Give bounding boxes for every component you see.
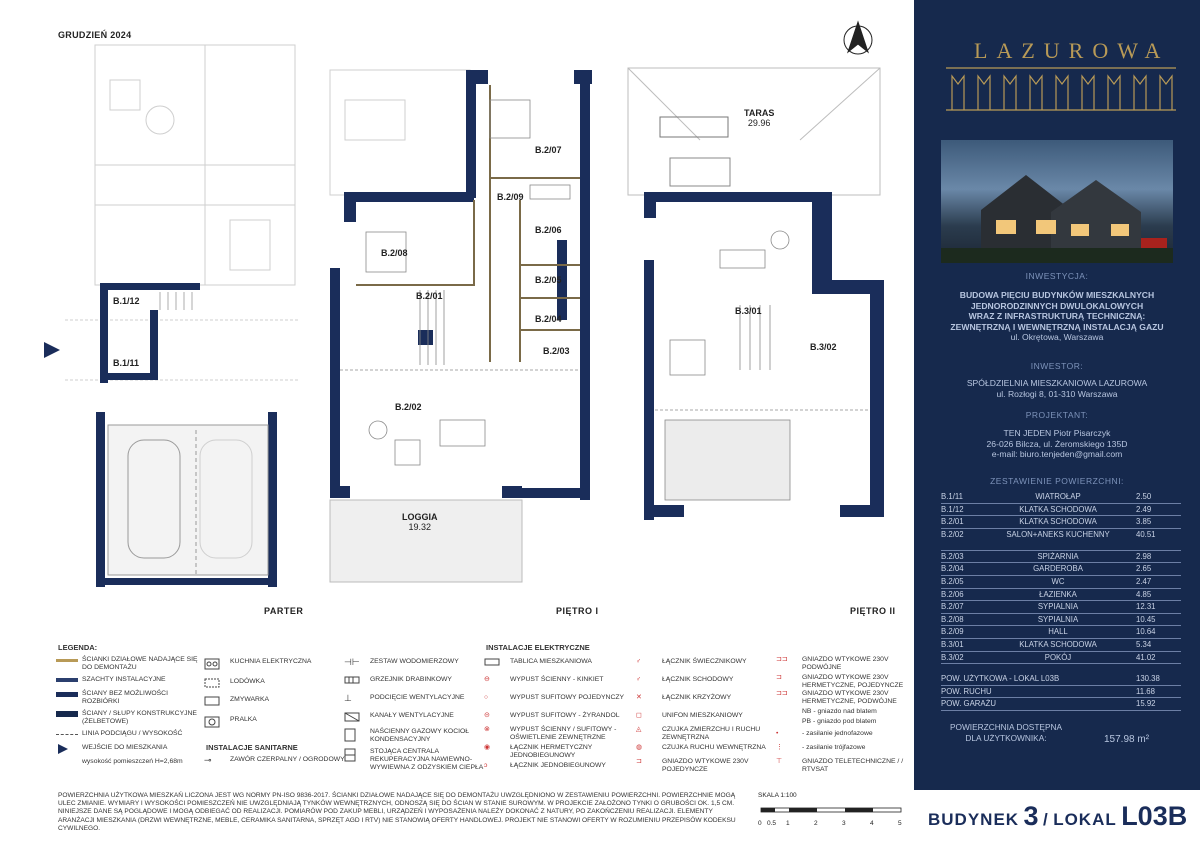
legend: LEGENDA: INSTALACJE ELEKTRYCZNE INSTALACJE SANITARNE ŚCIANKI DZIAŁOWE NADAJĄCE SIĘ DO DEMONTAŻU SZACHTY INSTALACYJNE ŚCIANY BEZ MOŻLIWOŚCI ROZBIÓRKI ŚCIANY / SŁUPY KONSTRUKCYJNE (ŻELBETOWE) LINIA PODCIĄGU / WYSOKOŚĆ WEJŚCIE DO MIESZKANIA wysokość pomieszczeń H=2,68m KUCHNIA ELEKTRYCZNA LODÓWKA ZMYWARKA PRALKA ⊸ ZAWÓR CZERPALNY / OGRODOWY ⊣⊢ ZESTAW WODOMIERZOWY GRZEJNIK DRABINKOWY ⊥ PODCIĘCIE WENTYLACYJNE KANAŁY WENTYLACYJNE NAŚCIENNY GAZOWY KOCIOŁ KONDENSACYJNY STOJĄCA CENTRALA REKUPERACYJNA NAWIEWNO-WYWIEWNA Z ODZYSKIEM CIEPŁA TABLICA MIESZKANIOWA ⊖ WYPUST ŚCIENNY - KINKIET ○ WYPUST SUFITOWY POJEDYNCZY ⊝ WYPUST SUFITOWY - ŻYRANDOL ⊗ WYPUST ŚCIENNY / SUFITOWY - OŚWIETLENIE ZEWNĘTRZNE ◉ ŁĄCZNIK HERMETYCZNY JEDNOBIEGUNOWY ↄ ŁĄCZNIK JEDNOBIEGUNOWY ♂ ŁĄCZNIK ŚWIECZNIKOWY ♂ ŁĄCZNIK SCHODOWY ✕ ŁĄCZNIK KRZYŻOWY ◻ UNIFON MIESZKANIOWY ◬ CZUJKA ZMIERZCHU I RUCHU ZEWNĘTRZNA ◍ CZUJKA RUCHU WEWNĘTRZNA ⊐ GNIAZDO WTYKOWE 230V POJEDYNCZE ⊐⊐ GNIAZDO WTYKOWE 230V PODWÓJNE ⊐ GNIAZDO WTYKOWE 230V HERMETYCZNE, POJEDYNCZE ⊐⊐ GNIAZDO WTYKOWE 230V HERMETYCZNE, PODWÓJNE NB - gniazdo nad blatem PB - gniazdo pod blatem • - zasilanie jednofazowe ⋮ - zasilanie trójfazowe ⊤ GNIAZDO TELETECHNICZNE / / RTVSAT — [58, 643, 904, 773]
dishwasher-icon — [204, 696, 226, 704]
stair-switch-icon: ♂ — [636, 676, 642, 683]
projektant-text: TEN JEDEN Piotr Pisarczyk 26-026 Bilcza, ul. Żeromskiego 135D e-mail: biuro.tenjeden@gmail.com — [986, 428, 1128, 459]
pietro2-roof — [628, 68, 880, 195]
inwestor-heading: INWESTOR: — [1030, 361, 1084, 371]
room-label-b302: B.3/02 — [810, 342, 837, 352]
valve-icon: ⊸ — [204, 755, 212, 765]
pietro2-furniture — [655, 231, 870, 500]
floor-label-parter: PARTER — [264, 606, 304, 616]
scale-tick-0: 0 — [758, 820, 762, 827]
scale-tick-05: 0.5 — [767, 820, 777, 827]
stove-icon — [204, 658, 226, 666]
single-phase-icon: • — [776, 730, 779, 737]
scale-tick-2: 2 — [814, 820, 818, 827]
legend-san-title: INSTALACJE SANITARNE — [206, 743, 298, 752]
table-row: B.2/04 GARDEROBA 2.65 — [941, 563, 1181, 576]
hermetic-switch-icon: ◉ — [484, 744, 490, 751]
scale-label: SKALA 1:100 — [758, 792, 797, 799]
entrance-icon — [56, 744, 78, 752]
boiler-icon — [344, 728, 366, 736]
table-row: B.1/11 WIATROŁAP 2.50 — [941, 491, 1181, 504]
vent-duct-icon — [344, 712, 366, 720]
available-area — [941, 722, 1181, 744]
cross-switch-icon: ✕ — [636, 694, 642, 701]
pietro1-ghost — [330, 70, 470, 195]
fridge-icon — [204, 678, 226, 686]
area-summary — [941, 673, 1181, 711]
table-row: B.2/07 SYPIALNIA 12.31 — [941, 601, 1181, 614]
summary-row: POW. GARAŻU 15.92 — [941, 698, 1181, 711]
scale-tick-3: 3 — [842, 820, 846, 827]
water-meter-icon: ⊣⊢ — [344, 657, 360, 667]
radiator-icon — [344, 676, 366, 684]
table-row: B.2/06 ŁAZIENKA 4.85 — [941, 589, 1181, 602]
single-socket-icon: ⊐ — [636, 758, 642, 765]
room-label-loggia — [402, 512, 438, 532]
north-arrow — [844, 22, 872, 54]
beam-line-swatch — [56, 734, 78, 735]
table-row: B.2/03 SPIŻARNIA 2.98 — [941, 551, 1181, 564]
room-label-b111: B.1/11 — [113, 358, 140, 368]
plan-date: GRUDZIEŃ 2024 — [58, 30, 132, 40]
taras-name: TARAS — [744, 108, 775, 118]
taras-area-value: 29.96 — [747, 118, 771, 128]
wall-lamp-icon: ⊖ — [484, 676, 490, 683]
inwestycja-text: BUDOWA PIĘCIU BUDYNKÓW MIESZKALNYCH JEDNORODZINNYCH DWULOKALOWYCH WRAZ Z INFRASTRUKTURĄ TECHNICZNĄ: ZEWNĘTRZNĄ I WEWNĘTRZNĄ INSTALACJĄ GAZU ul. Okrętowa, Warszawa — [950, 290, 1164, 342]
table-row: B.2/08 SYPIALNIA 10.45 — [941, 614, 1181, 627]
washer-icon — [204, 716, 226, 724]
table-row: B.2/05 WC 2.47 — [941, 576, 1181, 589]
table-row: B.1/12 KLATKA SCHODOWA 2.49 — [941, 504, 1181, 517]
summary-row: POW. RUCHU 11.68 — [941, 686, 1181, 699]
room-label-b208: B.2/08 — [381, 248, 408, 258]
motion-sensor-icon: ◍ — [636, 744, 642, 751]
switch-icon: ↄ — [484, 762, 488, 769]
info-panel — [914, 0, 1200, 790]
three-phase-icon: ⋮ — [776, 744, 783, 751]
loggia-name: LOGGIA — [402, 512, 438, 522]
outdoor-light-icon: ⊗ — [484, 726, 490, 733]
chandelier-switch-icon: ♂ — [636, 658, 642, 665]
ceiling-light-icon: ○ — [484, 694, 489, 701]
room-label-b112: B.1/12 — [113, 296, 140, 306]
table-row: B.2/02 SALON+ANEKS KUCHENNY 40.51 — [941, 529, 1181, 551]
demountable-wall-swatch — [56, 659, 78, 662]
room-label-b207: B.2/07 — [535, 145, 562, 155]
scale-tick-5: 5 — [898, 820, 902, 827]
room-label-b203: B.2/03 — [543, 346, 570, 356]
scale-tick-1: 1 — [786, 820, 790, 827]
structural-wall-swatch — [56, 711, 78, 717]
hermetic-double-socket-icon: ⊐⊐ — [776, 690, 788, 697]
shaft-swatch — [56, 678, 78, 682]
telecom-socket-icon: ⊤ — [776, 758, 782, 765]
recuperator-icon — [344, 748, 366, 756]
inwestor-text: SPÓŁDZIELNIA MIESZKANIOWA LAZUROWA ul. Rozłogi 8, 01-310 Warszawa — [966, 378, 1148, 399]
table-row: B.3/01 KLATKA SCHODOWA 5.34 — [941, 639, 1181, 652]
room-label-b209: B.2/09 — [497, 192, 524, 202]
room-label-b204: B.2/04 — [535, 314, 562, 324]
hermetic-single-socket-icon: ⊐ — [776, 674, 782, 681]
lazurowa-logo: LAZUROWA — [942, 18, 1180, 118]
table-row: B.2/01 KLATKA SCHODOWA 3.85 — [941, 516, 1181, 529]
legend-elec-title: INSTALACJE ELEKTRYCZNE — [486, 643, 590, 652]
available-area-label: POWIERZCHNIA DOSTĘPNA DLA UŻYTKOWNIKA: — [949, 722, 1063, 743]
summary-row: POW. UŻYTKOWA - LOKAL L03B 130.38 — [941, 673, 1181, 686]
inwestycja-heading: INWESTYCJA: — [1025, 271, 1089, 281]
table-row: B.3/02 POKÓJ 41.02 — [941, 652, 1181, 665]
electrical-panel-icon — [484, 658, 506, 666]
double-socket-icon: ⊐⊐ — [776, 656, 788, 663]
available-area-value: 157.98 m² — [1104, 734, 1150, 745]
table-row: B.2/09 HALL 10.64 — [941, 626, 1181, 639]
intercom-icon: ◻ — [636, 712, 642, 719]
zestawienie-heading: ZESTAWIENIE POWIERZCHNI: — [990, 476, 1124, 486]
fixed-wall-swatch — [56, 692, 78, 697]
room-label-b205: B.2/05 — [535, 275, 562, 285]
room-label-b201: B.2/01 — [416, 291, 443, 301]
room-label-taras — [744, 108, 774, 128]
scale-tick-4: 4 — [870, 820, 874, 827]
building-rendering-photo — [941, 140, 1173, 263]
area-table — [941, 491, 1181, 664]
building-unit-label: BUDYNEK 3 / LOKAL L03B — [928, 801, 1188, 831]
room-label-b301: B.3/01 — [735, 306, 762, 316]
vent-undercut-icon: ⊥ — [344, 693, 352, 703]
floor-label-pietro2: PIĘTRO II — [850, 606, 896, 616]
room-label-b206: B.2/06 — [535, 225, 562, 235]
entrance-arrow — [44, 342, 60, 358]
dusk-sensor-icon: ◬ — [636, 726, 642, 733]
loggia-area-value: 19.32 — [408, 522, 432, 532]
room-label-b202: B.2/02 — [395, 402, 422, 412]
parter-garage — [108, 425, 268, 575]
chandelier-icon: ⊝ — [484, 712, 490, 719]
scale-bar-graphic — [758, 805, 908, 819]
legend-title: LEGENDA: — [58, 643, 98, 652]
parter-stairs — [160, 292, 192, 310]
projektant-heading: PROJEKTANT: — [1025, 410, 1089, 420]
scale-bar — [758, 792, 908, 832]
floor-label-pietro1: PIĘTRO I — [556, 606, 599, 616]
disclaimer-note: POWIERZCHNIA UŻYTKOWA MIESZKAŃ LICZONA JEST WG NORMY PN-ISO 9836-2017. ŚCIANKI DZIAŁOWE NADAJĄCE SIĘ DO DEMONTAŻU UWZGLĘDNIONO W ZESTAWIENIU POWIERZCHNI. POWIERZCHNIE MOGĄ ULEC ZMIANIE. WYMIARY I WYSOKOŚCI POMIESZCZEŃ NIE UWZGLĘDNIAJĄ TYNKÓW WEWNĘTRZNYCH, ODNOSZĄ SIĘ DO ŚCIAN W STANIE SUROWYM. W PROJEKCIE ZAŁOŻONO TYNKI O GRUBOŚCI OK. 1,5 CM. NINIEJSZE DANE SĄ POGLĄDOWE I MOGĄ ODBIEGAĆ OD REALIZACJI. POMIARÓW POD ZAKUP MEBLI, URZĄDZEŃ I WYPOSAŻENIA NALEŻY DOKONAĆ Z NATURY, PO ZAKOŃCZENIU REALIZACJI. ELEMENTY ARANŻACJI MIESZKANIA (DRZWI WEWNĘTRZNE, MEBLE, CERAMIKA SANITARNA, SPRZĘT AGD I RTV) NIE STANOWIĄ OFERTY HANDLOWEJ. PROJEKT NIE STANOWI OFERTY W ROZUMIENIU PRZEPISÓW KODEKSU CYWILNEGO. — [58, 792, 736, 832]
logo-graphic — [942, 56, 1180, 116]
